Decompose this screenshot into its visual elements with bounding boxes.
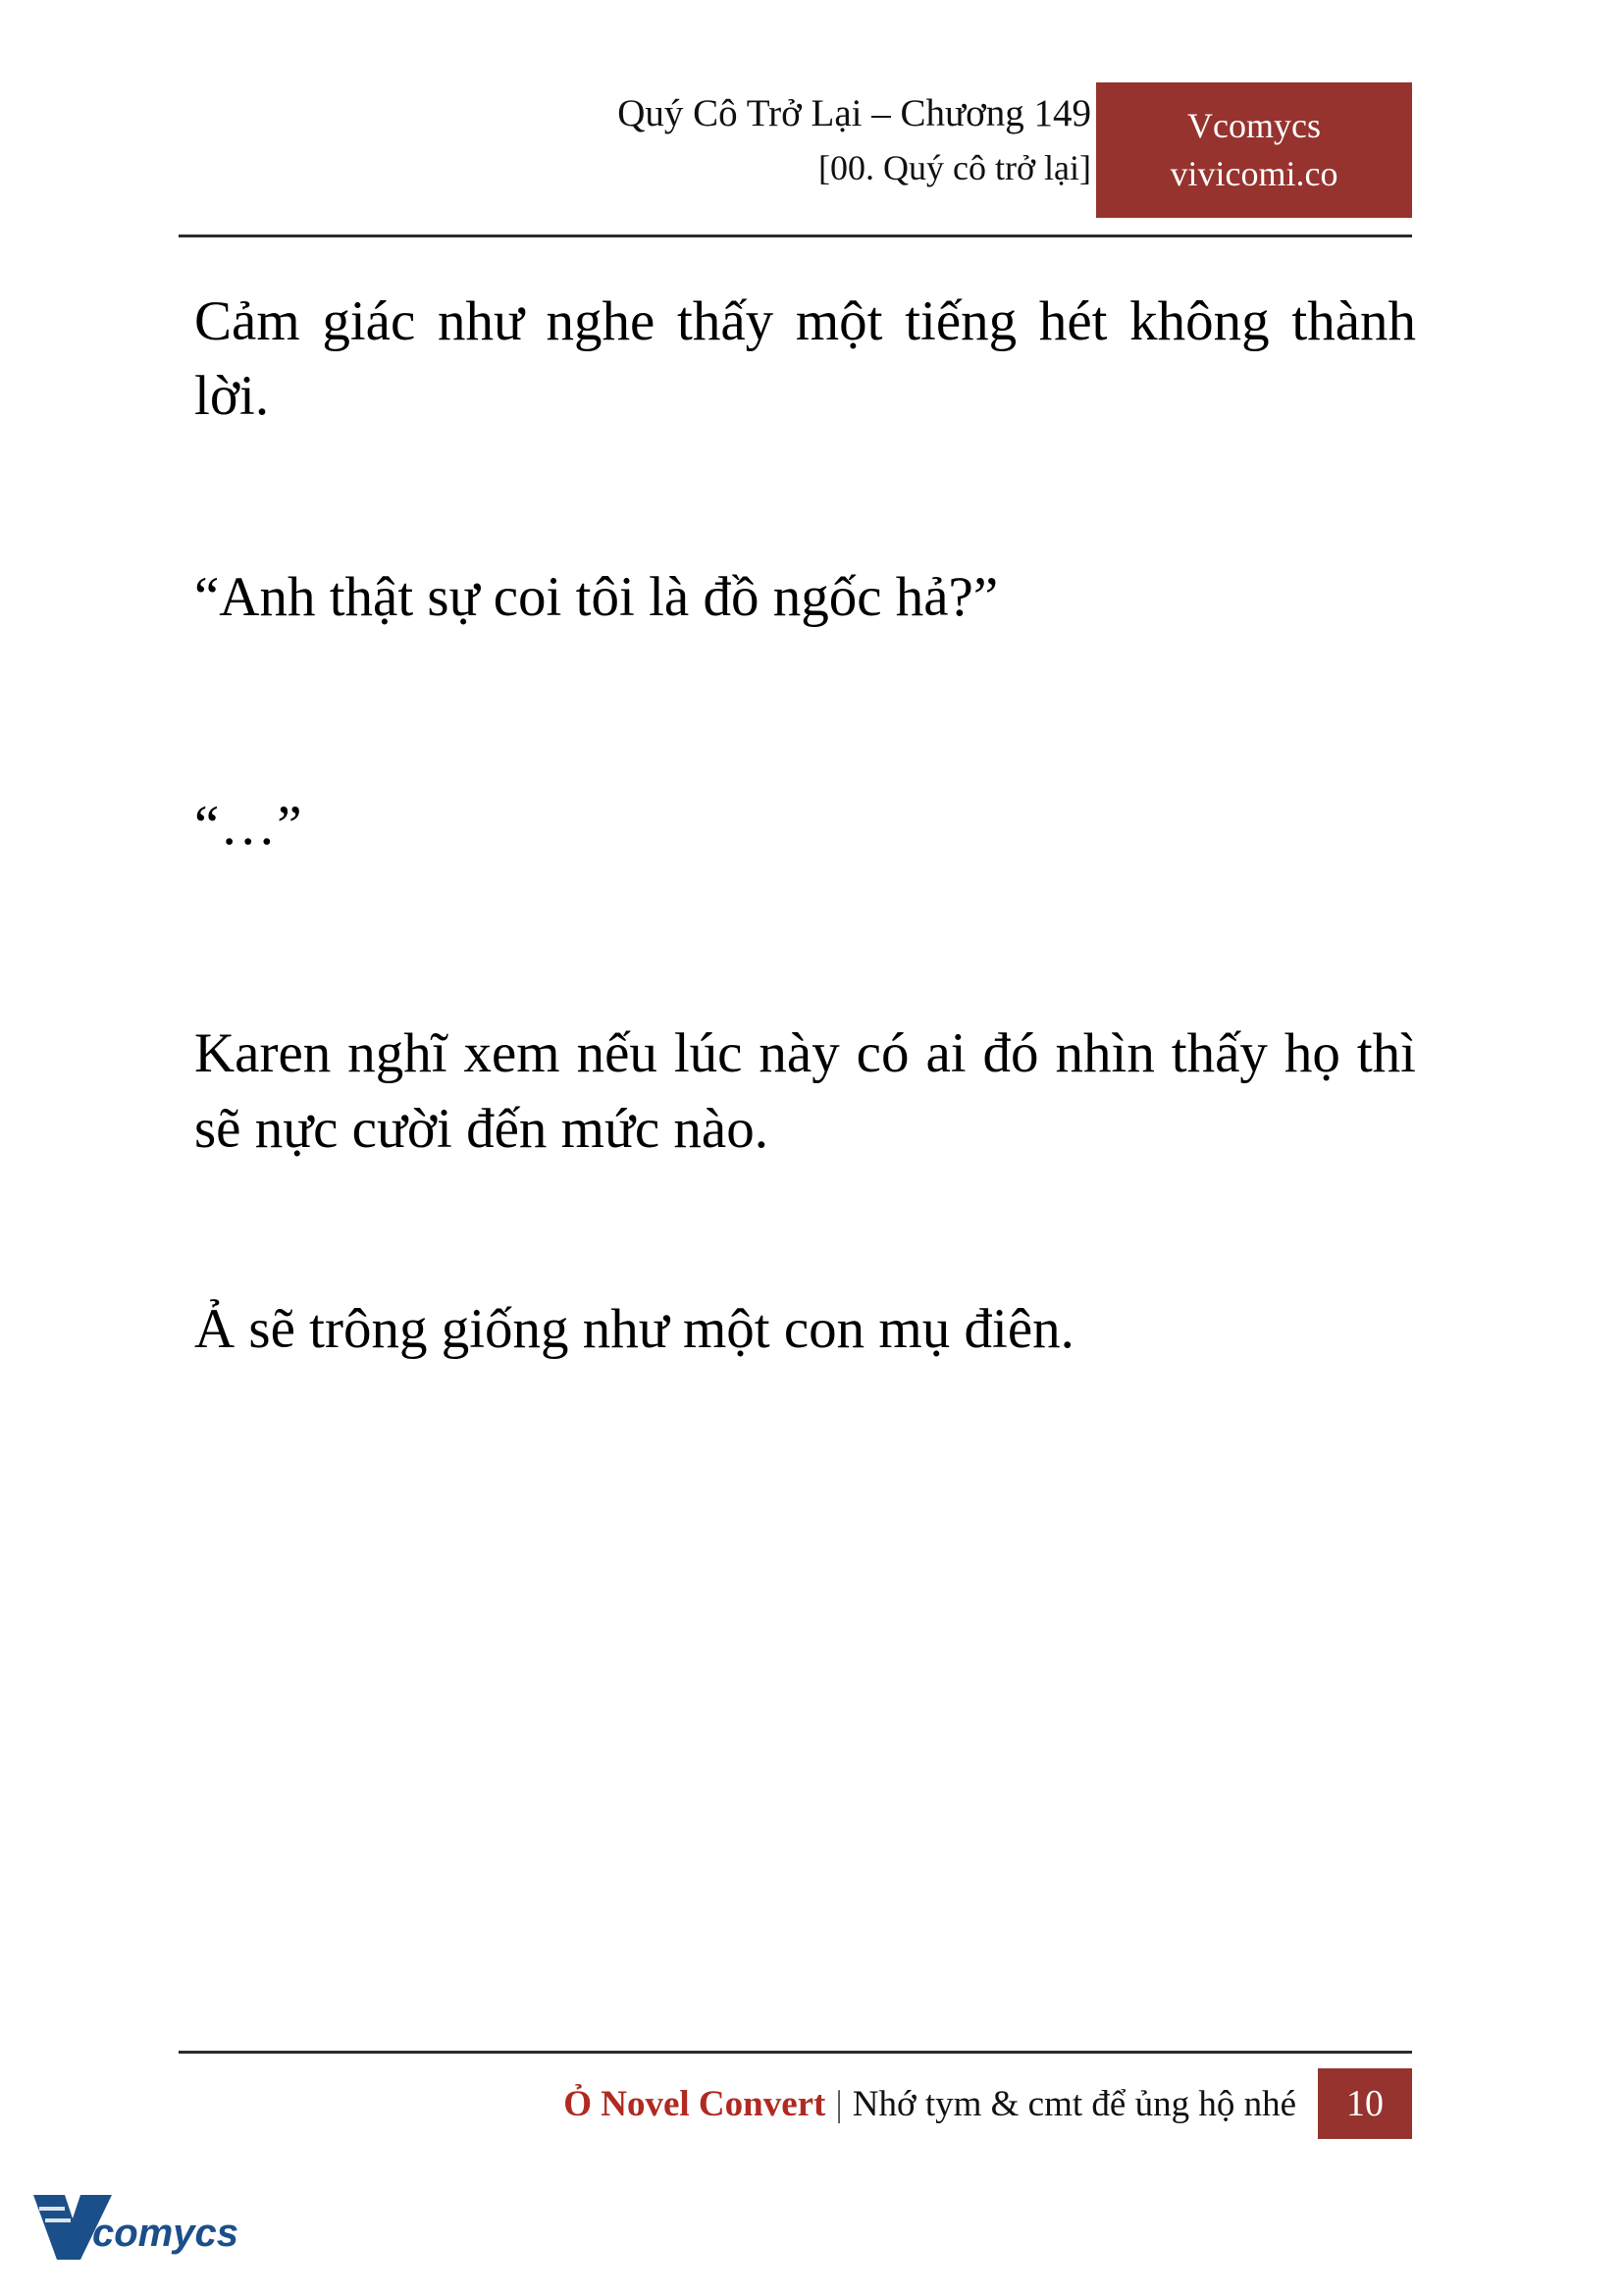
paragraph: Karen nghĩ xem nếu lúc này có ai đó nhìn thấy họ thì sẽ nực cười đến mức nào. (194, 1022, 1416, 1160)
vcomycs-logo (27, 2185, 253, 2269)
paragraph: “Anh thật sự coi tôi là đồ ngốc hả?” (194, 565, 999, 628)
paragraph-spacer (194, 1253, 1431, 1292)
page-number: 10 (1318, 2068, 1412, 2139)
header-title-block (179, 86, 1091, 193)
paragraph-spacer (194, 944, 1431, 1017)
site-badge-name: Vcomycs (1187, 106, 1321, 146)
page-subtitle: [00. Quý cô trở lại] (818, 147, 1091, 187)
footer-separator: | (835, 2083, 843, 2124)
footer-brand: Ỏ Novel Convert (563, 2083, 826, 2124)
footer-note: Nhớ tym & cmt để ủng hộ nhé (852, 2083, 1296, 2124)
paragraph-spacer (194, 721, 1431, 794)
page-footer (179, 2068, 1412, 2139)
header-divider (179, 235, 1412, 237)
svg-text:comycs: comycs (92, 2212, 238, 2255)
chapter-body (194, 285, 1431, 1453)
footer-divider (179, 2051, 1412, 2054)
paragraph: Cảm giác như nghe thấy một tiếng hét không thành lời. (194, 290, 1416, 428)
site-badge-url: vivicomi.co (1170, 154, 1338, 193)
footer-credit (563, 2083, 1318, 2125)
paragraph-spacer (194, 521, 1431, 560)
site-badge (1096, 82, 1412, 218)
paragraph: Ả sẽ trông giống như một con mụ điên. (194, 1297, 1074, 1360)
page-title: Quý Cô Trở Lại – Chương 149 (617, 92, 1091, 134)
page-header (179, 86, 1412, 224)
paragraph-ellipsis: “…” (194, 795, 303, 858)
